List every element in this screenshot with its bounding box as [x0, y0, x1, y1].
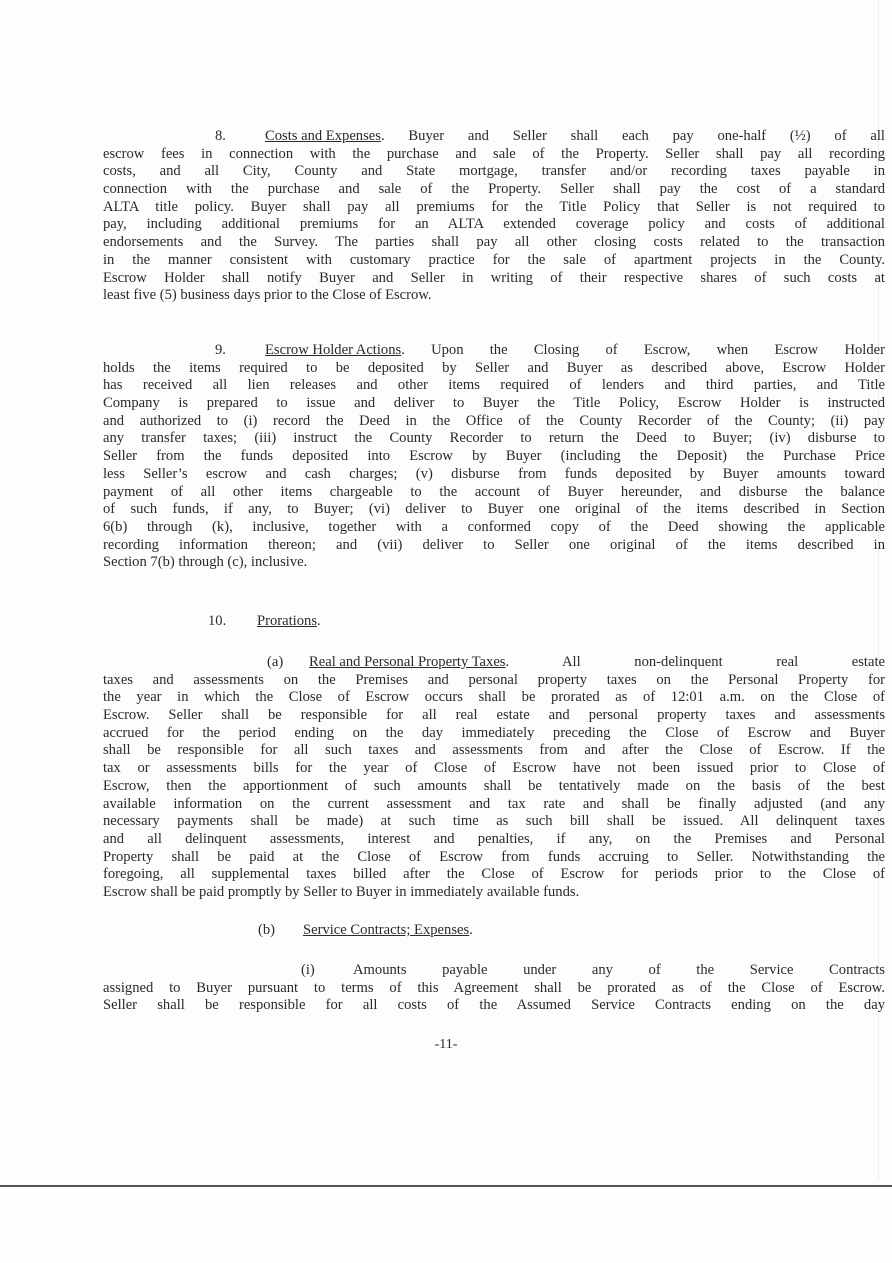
text-line: in the manner consistent with customary practice for the sale of apartment projects in the County.: [103, 251, 885, 268]
text-line: Property shall be paid at the Close of Escrow from funds accruing to Seller. Notwithstanding the: [103, 848, 885, 865]
text-line: less Seller’s escrow and cash charges; (v) disburse from funds deposited by Buyer amounts toward: [103, 465, 885, 482]
text-run: . Upon the Closing of Escrow, when Escrow Holder: [401, 342, 885, 358]
page-number: -11-: [434, 1037, 458, 1052]
text-line: the year in which the Close of Escrow occurs shall be prorated as of 12:01 a.m. on the Close of: [103, 689, 885, 706]
section-title: Real and Personal Property Taxes: [309, 654, 506, 670]
section-number: (a): [267, 654, 284, 670]
section-title: Costs and Expenses: [265, 128, 381, 144]
text-line: Company is prepared to issue and deliver to Buyer the Title Policy, Escrow Holder is instructed: [103, 395, 885, 412]
section-title: Escrow Holder Actions: [265, 342, 402, 358]
text-line: foregoing, all supplemental taxes billed after the Close of Escrow for periods prior to the Close of: [103, 866, 885, 883]
section-s10b: [103, 922, 885, 940]
section-s10a: [103, 654, 885, 902]
text-line: [103, 342, 885, 360]
section-s8: [103, 128, 885, 305]
section-number: 10.: [208, 613, 227, 629]
text-run: . Buyer and Seller shall each pay one-half (½) of all: [380, 128, 885, 144]
text-run: .: [317, 613, 321, 629]
text-line: costs, and all City, County and State mortgage, transfer and/or recording taxes payable in: [103, 163, 885, 180]
text-line: endorsements and the Survey. The parties shall pay all other closing costs related to the transaction: [103, 234, 885, 251]
text-line: ALTA title policy. Buyer shall pay all premiums for the Title Policy that Seller is not required to: [103, 198, 885, 215]
text-run: Amounts payable under any of the Service Contracts: [353, 962, 885, 978]
text-line: escrow fees in connection with the purchase and sale of the Property. Seller shall pay all recording: [103, 145, 885, 162]
text-line: Escrow shall be paid promptly by Seller to Buyer in immediately available funds.: [103, 883, 580, 900]
section-title: Prorations: [257, 613, 317, 629]
text-line: holds the items required to be deposited by Seller and Buyer as described above, Escrow Holder: [103, 359, 885, 376]
text-line: [103, 613, 885, 631]
text-line: payment of all other items chargeable to the account of Buyer hereunder, and disburse the balance: [103, 483, 885, 500]
section-s9: [103, 342, 885, 572]
text-line: and all delinquent assessments, interest and penalties, if any, on the Premises and Personal: [103, 830, 885, 847]
text-line: shall be responsible for all such taxes and assessments from and after the Close of Escrow. If the: [103, 742, 885, 759]
text-line: recording information thereon; and (vii) deliver to Seller one original of the items described in: [103, 536, 885, 553]
section-title: Service Contracts; Expenses: [303, 922, 470, 938]
text-line: 6(b) through (k), inclusive, together with a conformed copy of the Deed showing the applicable: [103, 518, 885, 535]
text-line: taxes and assessments on the Premises and personal property taxes on the Personal Property for: [103, 671, 885, 688]
text-line: pay, including additional premiums for an ALTA extended coverage policy and costs of additional: [103, 216, 885, 233]
section-s10: [103, 613, 885, 631]
page-bottom-rule: [0, 1185, 892, 1187]
text-line: necessary payments shall be made) at such time as such bill shall be issued. All delinquent taxes: [103, 813, 885, 830]
text-line: available information on the current assessment and tax rate and shall be finally adjusted (and any: [103, 795, 885, 812]
text-line: [103, 962, 885, 980]
text-line: and authorized to (i) record the Deed in the Office of the County Recorder of the County; (ii) pay: [103, 412, 885, 429]
text-line: accrued for the period ending on the day immediately preceding the Close of Escrow and Buyer: [103, 724, 885, 741]
text-line: Escrow Holder shall notify Buyer and Seller in writing of their respective shares of such costs at: [103, 269, 885, 286]
text-line: Seller shall be responsible for all costs of the Assumed Service Contracts ending on the day: [103, 997, 885, 1014]
text-line: of such funds, if any, to Buyer; (vi) deliver to Buyer one original of the items described in Section: [103, 501, 885, 518]
section-number: (b): [258, 922, 276, 938]
text-line: Escrow. Seller shall be responsible for all real estate and personal property taxes and assessments: [103, 707, 885, 724]
section-number: 9.: [215, 342, 226, 358]
text-line: any transfer taxes; (iii) instruct the County Recorder to return the Deed to Buyer; (iv) disburse to: [103, 430, 885, 447]
text-line: [103, 922, 885, 940]
section-number: 8.: [215, 128, 226, 144]
text-line: tax or assessments bills for the year of Close of Escrow have not been issued prior to Close of: [103, 760, 885, 777]
text-line: least five (5) business days prior to the Close of Escrow.: [103, 287, 432, 304]
section-s10bi: [103, 962, 885, 1015]
text-line: Seller from the funds deposited into Escrow by Buyer (including the Deposit) the Purchase Price: [103, 448, 885, 465]
text-line: Escrow, then the apportionment of such amounts shall be tentatively made on the basis of the best: [103, 777, 885, 794]
text-run: . All non-delinquent real estate: [505, 654, 885, 670]
text-line: assigned to Buyer pursuant to terms of this Agreement shall be prorated as of the Close of Escrow.: [103, 979, 885, 996]
text-line: has received all lien releases and other items required of lenders and third parties, and Title: [103, 377, 885, 394]
text-line: [103, 128, 885, 146]
section-number: (i): [301, 962, 315, 978]
text-line: connection with the purchase and sale of the Property. Seller shall pay the cost of a standard: [103, 181, 885, 198]
text-line: Section 7(b) through (c), inclusive.: [103, 554, 308, 571]
text-run: .: [469, 922, 473, 938]
text-line: [103, 654, 885, 672]
